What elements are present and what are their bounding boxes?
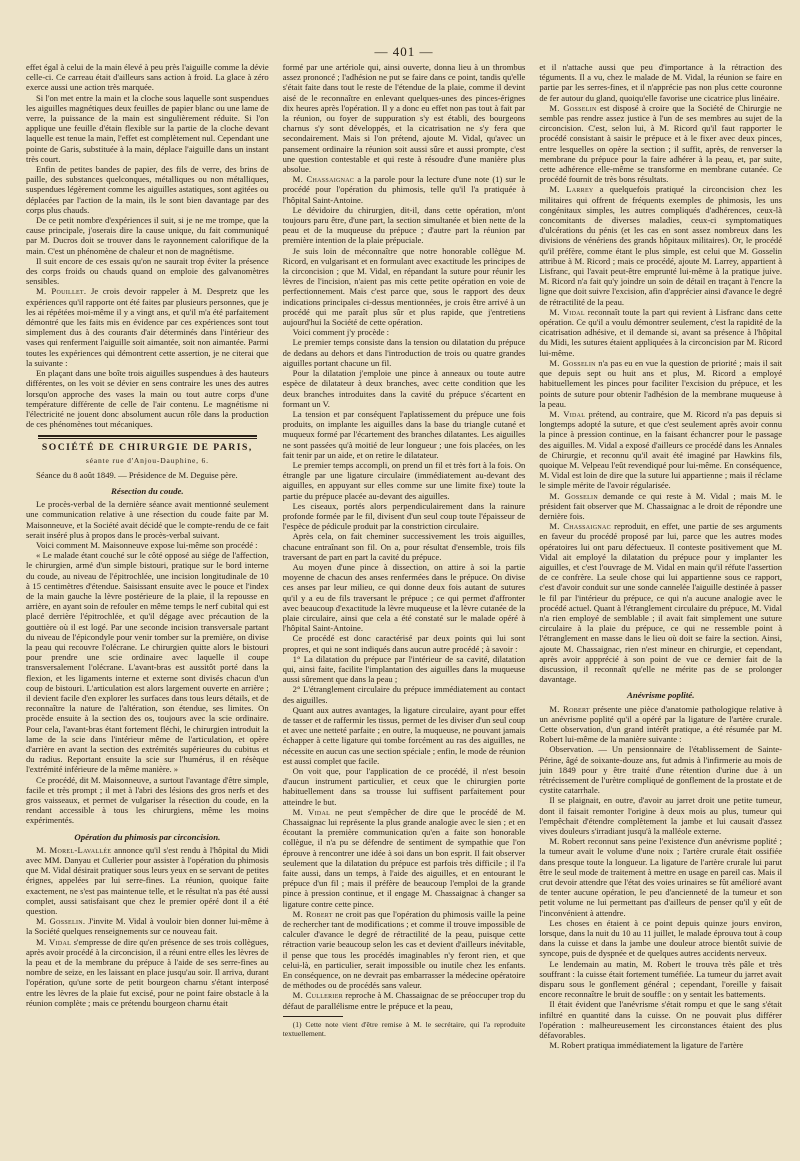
paragraph: Les choses en étaient à ce point depuis quinze jours environ, lorsque, dans la nuit du 10 au 11 juillet, le malade éprouva tout à coup dans la cuisse et dans la jambe une douleur atroce bientôt suivie de syncope, puis de dyspnée et de quelques autres accidents nerveux. [539,917,783,959]
speaker-name: M. Robert [549,703,590,714]
paragraph-text: a la parole pour la lecture d'une note (1) sur le procédé pour l'opération du phimosis, telle qu'il l'a pratiquée à l'hôpital Saint-Antoine. [282,174,526,205]
paragraph: Je suis loin de méconnaître que notre honorable collègue M. Ricord, en vulgarisant et en formulant avec exactitude les principes de la circoncision ; que M. Vidal, en répandant la suture pour réunir les lèvres de l'incision, n'aient pas mis cette petite opération en voie de perfectionnement. Mais c'est parce que, sous le rapport des deux indications principales ci-dessus mentionnées, je crois être arrivé à un procédé qui me paraît plus sûr et plus rapide, que j'entretiens aujourd'hui la Société de cette opération. [282,245,526,328]
paragraph-text: reproche à M. Chassaignac de se préoccuper trop du défaut de parallélisme entre le prépuce et la peau, [282,990,526,1011]
paragraph [539,358,782,409]
speaker-name: M. Vidal [292,806,331,817]
paragraph: Après cela, on fait cheminer successivement les trois aiguilles, chacune entraînant son fil. On a, pour résultat d'ensemble, trois fils traversant de part en part la cavité du prépuce. [282,531,526,562]
paragraph: effet égal à celui de la main élevé à peu près l'aiguille comme la dévie celle-ci. Ce carreau était d'ailleurs sans action à froid. La glace à zéro exerce aussi une action très marquée. [26,62,269,93]
paragraph: Au moyen d'une pince à dissection, on attire à soi la partie moyenne de chacun des anses renfermées dans le prépuce. On divise ces anses par leur milieu, ce qui donne deux fois autant de sutures qu'il y a eu de fils traversant le prépuce ; ce qui permet d'affronter avec beaucoup d'exactitude la lèvre muqueuse et la lèvre cutanée de la plaie circulaire, ainsi que cela a été constaté sur le malade opéré à l'hôpital Saint-Antoine. [282,561,526,634]
footnote: (1) Cette note vient d'être remise à M. le secrétaire, qui l'a reproduite textuellement. [282,1019,526,1038]
section-title: Anévrisme poplité. [626,690,695,701]
paragraph: Pour la dilatation j'emploie une pince à anneaux ou toute autre espèce de dilatateur à deux branches, avec cette condition que les deux branches introduites dans la cavité du prépuce s'écartent en formant un V. [282,368,526,409]
paragraph-text: reconnaît toute la part qui revient à Lisfranc dans cette opération. Ce qu'il a voulu démontrer seulement, c'est la rapidité de la cicatrisation adhésive, et il demande si, avant sa présence à l'hôpital du Midi, les sutures étaient appliquées à la circoncision par M. Ricord lui-même. [539,306,783,358]
paragraph: Le premier temps consiste dans la tension ou dilatation du prépuce de dedans au dehors et dans l'introduction de trois ou quatre grandes aiguilles portant chacune un fil. [282,337,526,368]
paragraph: M. Robert pratiqua immédiatement la ligature de l'artère [549,1040,744,1051]
paragraph: En plaçant dans une boîte trois aiguilles suspendues à des hauteurs différentes, on les voit se dévier en sens contraire les unes des autres lorsqu'on approche des vases la main ou tout autre corps d'une température différente de celle de l'air contenu. Le magnétisme ni l'électricité ne jouent donc absolument aucun rôle dans la production de ces phénomènes tout mécaniques. [26,368,269,430]
paragraph: La tension et par conséquent l'aplatissement du prépuce une fois produits, on implante les aiguilles dans la base du triangle cutané et muqueux formé par l'écartement des branches dilatantes. Les aiguilles ne sont passées qu'à moitié de leur longueur ; une fois placées, on les fait tenir par un aide, et on retire le dilatateur. [282,408,526,460]
paragraph-text: n'a pas eu en vue la question de priorité ; mais il sait que depuis sept ou huit ans et plus, M. Ricord a employé habituellement les pinces pour faciliter l'excision du prépuce, et les points de suture pour obtenir l'adhésion de la membrane muqueuse à la peau. [539,357,783,409]
speaker-name: M. Morel-Lavallée [36,844,112,855]
paragraph: Le lendemain au matin, M. Robert le trouva très pâle et très souffrant : la cuisse était fortement tuméfiée. La tumeur du jarret avait disparu sous le gonflement général ; cependant, l'oreille y faisait encore reconnaître le bruit de souffle : on y sentait les battements. [539,958,783,1000]
paragraph: Quant aux autres avantages, la ligature circulaire, ayant pour effet de tasser et de raffermir les tissus, permet de les diviser d'un seul coup et avec une netteté parfaite ; en outre, la muqueuse, ne pouvant jamais échapper à cette ligature qui tombe forcément au ras des aiguilles, ne nécessite en aucun cas une section spéciale ; enfin, le mode de réunion est aussi complet que facile. [282,704,526,766]
paragraph [539,409,782,491]
page-number: — 401 — [374,44,434,59]
paragraph [539,491,782,522]
speaker-name: M. Cullerier [292,990,343,1001]
paragraph-text: a quelquefois pratiqué la circoncision chez les militaires qui offrent de fréquents exemples de phimosis, les uns congénitaux simples, les autres compliqués d'adhérences, ceux-là concomitants de diverses maladies, ceux-ci symptomatiques d'ulcérations du pénis (et les cas en sont assez nombreux dans les divisions de vénériens des grands hôpitaux militaires). Or, le procédé qu'il préfère, comme étant le plus simple, est celui que M. Gosselin attribue à M. Ricord ; mais ce procédé, ajoute M. Larrey, appartient à Lisfranc, qui l'avait peut-être emprunté lui-même à la pratique juive. M. Ricord n'a fait qu'y joindre un soin de détail en traçant à l'encre la ligne que doit suivre l'excision, afin d'apprécier ainsi d'avance le degré de rétractilité de la peau. [539,184,783,307]
paragraph: Il était évident que l'anévrisme s'était rompu et que le sang s'était infiltré en quantité dans la cuisse. On ne pouvait plus différer l'opération : malheureusement les circonstances étaient des plus défavorables. [539,999,783,1041]
paragraph: M. Robert reconnut sans peine l'existence d'un anévrisme poplité ; la tumeur avait le volume d'une noix ; l'artère crurale était ossifiée dans presque toute la longueur. La ligature de l'artère crurale lui parut être le seul mode de traitement à mettre en usage en pareil cas. Mais il crut devoir attendre que l'état des voies urinaires se fût amélioré avant de tenter aucune opération, le peu d'ancienneté de la tumeur et son petit volume ne lui permettant pas d'ailleurs de penser qu'il y eût de l'inconvénient à attendre. [539,836,783,918]
paragraph [283,990,526,1010]
paragraph [539,103,782,185]
paragraph: Observation. — Un pensionnaire de l'établissement de Sainte-Périne, âgé de soixante-douze ans, fut admis à l'infirmerie au mois de juin 1849 pour y être traité d'une rétention d'urine due à un rétrécissement de l'urètre compliqué de gonflement de la prostate et de cystite catarrhale. [539,744,783,796]
paragraph [26,845,269,916]
paragraph [283,909,526,991]
session-line: Séance du 8 août 1849. — Présidence de M. Deguise père. [36,469,238,480]
paragraph: Ce procédé, dit M. Maisonneuve, a surtout l'avantage d'être simple, facile et très prompt ; il met à l'abri des lésions des gros nerfs et des gros vaisseaux, et permet de vulgariser la résection du coude, en la rendant accessible à tous les chirurgiens, même les moins expérimentés. [26,774,269,826]
paragraph: Il se plaignait, en outre, d'avoir au jarret droit une petite tumeur, dont il faisait remonter l'origine à deux mois au plus, tumeur qui l'empêchait d'étendre complètement la jambe et lui causait d'assez vives douleurs s'irradiant jusqu'à la malléole externe. [539,795,783,837]
paragraph [26,937,269,1008]
speaker-name: M. Pouillet. [36,286,87,297]
column-1 [26,62,269,1147]
paragraph: De ce petit nombre d'expériences il suit, si je ne me trompe, que la cause principale, j'oserais dire la cause unique, du fait communiqué par M. Ducros doit se trouver dans le rayonnement calorifique de la main. C'est un phénomène de chaleur et non de magnétisme. [26,215,269,256]
section-title: Résection du coude. [111,485,184,496]
paragraph: Si l'on met entre la main et la cloche sous laquelle sont suspendues les aiguilles magnétiques deux feuilles de papier blanc ou une lame de verre, la puissance de la main est singulièrement réduite. Si l'on applique une feuille d'étain flexible sur la partie de la cloche devant laquelle est tenue la main, l'effet est complètement nul. Cependant une pointe de Garis, substituée à la main, déplace l'aiguille dans un instant très court. [26,92,269,164]
footnote-divider [283,1016,343,1017]
paragraph: Le dévidoire du chirurgien, dit-il, dans cette opération, m'ont toujours paru être, d'une part, la section simultanée et bien nette de la peau et de la muqueuse du prépuce ; d'autre part la réunion par première intention de la plaie prépuciale. [282,204,526,246]
section-divider [38,435,257,439]
paragraph-text: est disposé à croire que la Société de Chirurgie ne semble pas rendre assez justice à l'un de ses membres au sujet de la circoncision. C'est, selon lui, à M. Ricord qu'il faut rapporter le procédé consistant à saisir le prépuce et à le fixer avec deux pinces, entre lesquelles on opère la section ; il suffit, après, de renverser la membrane du prépuce pour la faire adhérer à la peau, et, par suite, cette adhérence elle-même se transforme en membrane cutanée. Ce procédé fournit de très bons résultats. [539,102,783,185]
paragraph [26,916,269,936]
paragraph: Ce procédé est donc caractérisé par deux points qui lui sont propres, et qui ne sont indiqués dans aucun autre procédé ; à savoir : [282,633,526,654]
paragraph: Voici comment j'y procède : [292,327,390,338]
paragraph-text: reproduit, en effet, une partie de ses arguments en faveur du procédé proposé par lui, parce que les autres modes opératoires lui ont paru défectueux. Il conteste positivement que M. Vidal ait employé la dilatation du prépuce pour y implanter les aiguilles, et c'est l'ouvrage de M. Vidal en main qu'il réfute l'assertion de ce confrère. La seule chose qui lui appartienne sous ce rapport, c'est d'avoir conduit sur une sonde cannelée l'aiguille destinée à passer le fil par l'intérieur du prépuce, ce qui n'a aucune analogie avec le procédé actuel. Quant à l'étranglement circulaire du prépuce, M. Vidal n'a rien employé de semblable ; il avait fait simplement une suture circulaire à la plaie du prépuce, ce qui ne ressemble point à l'étranglement en masse dans le lieu où doit se faire la section. Ainsi, ajoute M. Chassaignac, rien n'est mineur en chirurgie, et cependant, après avoir appprécié à son point de vue ce dernier fait de la discussion, il reconnaît qu'elle ne mérite pas de se prolonger davantage. [539,521,783,685]
paragraph-text: demande ce qui reste à M. Vidal ; mais M. le président fait observer que M. Chassaignac a le droit de répondre une dernière fois. [539,490,783,521]
paragraph: Le premier temps accompli, on prend un fil et très fort à la fois. On étrangle par une ligature circulaire (immédiatement au-devant des aiguilles, en appuyant sur elles comme sur une limite fixe) toute la partie du prépuce placée au-devant des aiguilles. [282,459,526,501]
speaker-name: M. Chassaignac [549,521,611,532]
paragraph [539,521,782,684]
speaker-name: M. Chassaignac [292,174,355,185]
speaker-name: M. Vidal [549,306,585,317]
paragraph: 2° L'étranglement circulaire du prépuce immédiatement au contact des aiguilles. [282,684,526,705]
column-2 [283,62,526,1147]
speaker-name: M. Gosselin [549,357,596,368]
paragraph: Les ciseaux, portés alors perpendiculairement dans la rainure profonde formée par le fil, divisent d'un seul coup toute l'épaisseur de l'espèce de pédicule produit par la constriction circulaire. [282,500,526,532]
speaker-name: M. Vidal [36,936,72,947]
paragraph-text: ne peut s'empêcher de dire que le procédé de M. Chassaignac lui représente la plus grande analogie avec le sien ; et en écoutant la première communication qu'en a faite son honorable collègue, il n'a pu se défendre de sentiment de sympathie que l'on éprouve à rencontrer une idée à soi dans un bon esprit. Il fait observer seulement que la dilatation du prépuce est parfois très difficile ; il l'a faite aussi, dans un temps, à l'aide des aiguilles, et en entourant le prépuce d'un fil ; mais il préfère de beaucoup l'emploi de la grande pince à pression continue, et il engage M. Chassaignac à changer sa ligature contre cette pince. [282,806,526,909]
paragraph-text: annonce qu'il s'est rendu à l'hôpital du Midi avec MM. Danyau et Cullerier pour assister à l'opération du phimosis que M. Vidal désirait pratiquer sous leurs yeux en se servant de petites érignes, appelées par lui serre-fines. La réunion, quoique faite exactement, ne s'est pas maintenue telle, et le résultat n'a pas été aussi complet, aussi satisfaisant que chez le premier opéré dont il a été question. [26,844,269,917]
paragraph-text: prétend, au contraire, que M. Ricord n'a pas depuis si longtemps adopté la suture, et que c'est seulement après avoir connu la pince à pression continue, en la faisant échancrer pour le passage des aiguilles. M. Vidal a exposé d'ailleurs ce procédé dans les Annales de Chirurgie, et reconnu qu'il avait été imaginé par Hawkins fils, quoique M. Velpeau l'eût revendiqué pour lui-même. En conséquence, M. Vidal est loin de dire que la suture lui appartienne ; mais il réclame le simple mérite de l'avoir régularisée. [539,408,783,491]
column-3 [539,62,782,1147]
paragraph-text: J'invite M. Vidal à vouloir bien donner lui-même à la Société quelques renseignements sur ce nouveau fait. [26,916,269,937]
paragraph: Voici comment M. Maisonneuve expose lui-même son procédé : [36,539,258,550]
section-title: Opération du phimosis par circoncision. [74,831,221,842]
column-fade [539,1141,782,1147]
speaker-name: M. Larrey [549,184,594,195]
newspaper-page [26,44,782,1149]
speaker-name: M. Gosselin [549,490,598,501]
paragraph [26,286,269,368]
paragraph-text: Je crois devoir rappeler à M. Despretz que les expériences qu'il rapporte ont été faites par plusieurs personnes, que je les ai répétées moi-même il y a vingt ans, et qu'il m'a été parfaitement démontré que les faits mis en évidence par ces expériences sont tout simplement dus à des courants d'air déterminés dans l'intérieur des vases qui renferment l'aiguille soit aimantée, soit non aimantée. Parmi toutes les expériences qui démontrent cette assertion, je ne citerai que la suivante : [26,286,269,368]
three-column-body [26,62,782,1147]
paragraph-text: s'empresse de dire qu'en présence de ses trois collègues, après avoir procédé à la circoncision, il a réuni entre elles les lèvres de la peau et de la membrane du prépuce à l'aide de ses serre-fines au nombre de seize, en les laissant en place jusqu'au soir. Il arriva, durant l'opération, qu'une sorte de petit bourgeon charnu s'étant interposé entre les lèvres de la plaie fut excisé, pour ne point faire obstacle à la réunion complète ; mais ce prétendu bourgeon charnu était [26,936,269,1008]
paragraph: formé par une artériole qui, ainsi ouverte, donna lieu à un thrombus assez prononcé ; l'adhésion ne put se faire dans ce point, tandis qu'elle s'était faite dans tout le reste de l'étendue de la plaie, comme il devint aisé de le reconnaître en enlevant quelques-unes des pinces-érignes dix heures après l'opération. Il y a donc eu effet non pas tout à fait par la réunion, ou foyer de suppuration s'y est établi, des bourgeons charnus s'y sont développés, et la cicatrisation ne s'y fera que secondairement. Mais si l'on prétend, ajoute M. Vidal, qu'avec un pansement ordinaire la réunion soit aussi sûre et aussi prompte, c'est une question contestable et qui reste à résoudre d'une manière plus absolue. [282,62,526,175]
speaker-name: M. Gosselin [549,102,597,113]
speaker-name: M. Robert [292,908,333,919]
paragraph: et il n'attache aussi que peu d'importance à la rétraction des téguments. Il a vu, chez le malade de M. Vidal, la réunion se faire en partie par les serres-fines, et il n'apprécie pas non plus cette couronne de fer autour du gland, quoiqu'elle favorise une cicatrice plus linéaire. [539,62,783,103]
paragraph: « Le malade étant couché sur le côté opposé au siége de l'affection, le chirurgien, armé d'un simple bistouri, pratique sur le bord interne du coude, au niveau de l'épitrochlée, une incision longitudinale de 10 à 15 centimètres d'étendue. Saisissant ensuite avec le pouce et l'index de la main gauche la lèvre postérieure de la plaie, il la repousse en arrière, en ayant soin de refouler en même temps le nerf cubital qui est placé derrière l'épitrochlée, et qu'il dégage avec précaution de la gouttière où il est logé. Par une seconde incision transversale partant du niveau de l'épicondyle pour venir tomber sur la première, on divise la peau qui recouvre l'olécrane. Le chirurgien quitte alors le bistouri pour prendre une scie ordinaire avec laquelle il coupe transversalement l'olécrane. L'avant-bras est aussitôt porté dans la flexion, et les ligaments interne et externe sont divisés chacun d'un coup de bistouri. L'articulation est alors largement ouverte en arrière ; il devient facile d'en explorer les surfaces dans tous leurs détails, et de reconnaître la nature de l'altération, son étendue, ses limites. On procède ensuite à la section des os, toujours avec la scie ordinaire. Pour cela, l'avant-bras étant fortement fléchi, le chirurgien introduit la lame de la scie dans l'intérieur même de l'articulation, et opère d'arrière en avant la section des extrémités supérieures du cubitus et du radius. Reportant ensuite la scie sur l'humérus, il en résèque l'extrémité inférieure de la même manière. » [26,550,269,775]
paragraph: Enfin de petites bandes de papier, des fils de verre, des brins de paille, des substances quelconques, métalliques ou non métalliques, suspendues légèrement comme les aiguilles astatiques, sont agitées ou déplacées par l'action de la main, ils le sont bien davantage par des corps plus chauds. [26,164,269,215]
society-heading: SOCIÉTÉ DE CHIRURGIE DE PARIS, [41,442,253,454]
paragraph [283,174,526,205]
paragraph: On voit que, pour l'application de ce procédé, il n'est besoin d'aucun instrument particulier, et ceux que le chirurgien porte habituellement dans sa trousse lui suffisent parfaitement pour atteindre le but. [282,766,526,807]
speaker-name: M. Vidal [549,408,586,419]
speaker-name: M. Gosselin. [36,916,86,927]
paragraph [539,307,782,358]
column-fade [26,1141,269,1147]
paragraph [539,184,782,306]
society-address: séante rue d'Anjou-Dauphine, 6. [85,455,209,465]
paragraph [539,704,782,745]
paragraph: Le procès-verbal de la dernière séance avait mentionné seulement une communication relative à une résection du coude faite par M. Maisonneuve, et la Société avait décidé que le compte-rendu de ce fait serait inséré plus à propos dans le procès-verbal suivant. [26,499,269,540]
paragraph-text: ne croit pas que l'opération du phimosis vaille la peine de rechercher tant de modifications ; et comme il trouve impossible de calculer d'avance le degré de rétractilité de la peau, puisque cette rétraction varie beaucoup selon les cas et devient d'ailleurs inévitable, il pense que tous les procédés imaginables n'y feront rien, et que celui-là, en particulier, serait impossible ou inutile chez les enfants. En conséquence, on ne devrait pas embarrasser la médecine opératoire de méthodes ou de procédés sans valeur. [282,908,526,991]
paragraph: 1° La dilatation du prépuce par l'intérieur de sa cavité, dilatation qui, ainsi faite, facilite l'implantation des aiguilles dans la muqueuse aussi sûrement que dans la peau ; [282,653,526,685]
paragraph-text: présente une pièce d'anatomie pathologique relative à un anévrisme poplité qu'il a opéré par la ligature de l'artère crurale. Cette observation, d'un grand intérêt pratique, a été résumée par M. Robert lui-même de la manière suivante : [539,703,783,745]
paragraph: Il suit encore de ces essais qu'on ne saurait trop éviter la présence des corps froids ou chauds quand on emploie des galvanomètres sensibles. [26,255,269,287]
paragraph [283,807,526,909]
